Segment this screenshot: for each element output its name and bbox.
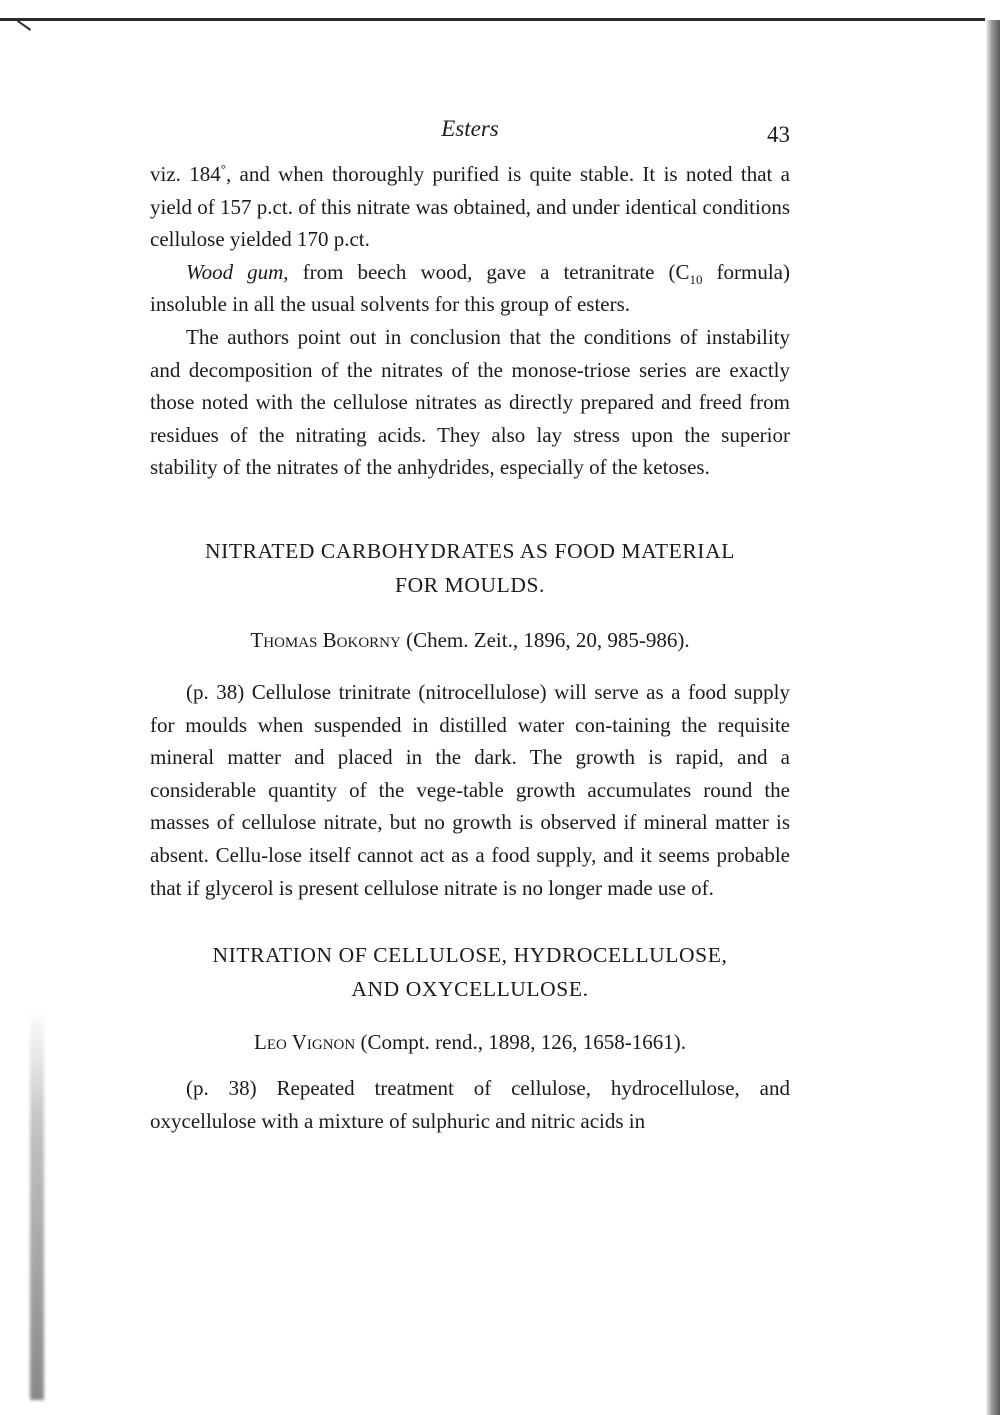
wood-gum-paragraph bbox=[150, 256, 790, 321]
section-heading-line: AND OXYCELLULOSE. bbox=[351, 977, 589, 1002]
conclusion-paragraph: The authors point out in conclusion that the conditions of instability and decomposition of the nitrates of the monose-triose series are exactly those noted with the cellulose nitrates as directly prepared and freed from residues of the nitrating acids. They also lay stress upon the superior stability of the nitrates of the anhydrides, especially of the ketoses. bbox=[150, 324, 790, 480]
nitration-body-paragraph: (p. 38) Repeated treatment of cellulose, hydrocellulose, and oxycellulose with a mixture of sulphuric and nitric acids in bbox=[150, 1076, 790, 1133]
running-title: Esters bbox=[441, 116, 499, 141]
author-name: Leo Vignon bbox=[254, 1030, 356, 1055]
byline-bokorny bbox=[150, 624, 790, 656]
section-heading-nitration bbox=[150, 938, 790, 1006]
continuation-text-start: viz. 184 bbox=[150, 162, 221, 186]
wood-gum-term: Wood gum, bbox=[186, 259, 289, 284]
scan-corner-mark bbox=[8, 20, 31, 44]
moulds-body-paragraph: (p. 38) Cellulose trinitrate (nitrocellulose) will serve as a food supply for moulds when suspended in distilled water con-taining the requisite mineral matter and placed in the dark. The growth is rapid, and a considerable quantity of the vege-table growth accumulates round the masses of cellulose nitrate, but no growth is observed if mineral matter is absent. Cellu-lose itself cannot act as a food supply, and it seems probable that if glycerol is present cellulose nitrate is no longer made use of. bbox=[150, 679, 790, 900]
degree-mark: ° bbox=[220, 161, 226, 176]
section-heading-line: NITRATION OF CELLULOSE, HYDROCELLULOSE, bbox=[212, 943, 728, 968]
book-page bbox=[150, 110, 790, 1137]
scan-right-edge bbox=[986, 20, 1000, 1415]
section-heading-moulds bbox=[150, 534, 790, 602]
scan-top-edge bbox=[0, 18, 985, 21]
scan-binding-shadow bbox=[30, 1010, 44, 1400]
section-heading-line: FOR MOULDS. bbox=[395, 572, 545, 597]
wood-gum-text-start: from beech wood, gave a tetranitrate (C bbox=[288, 259, 690, 284]
wood-gum-text-end: formula) insoluble in all the usual solvents for this group of esters. bbox=[150, 259, 790, 317]
byline-vignon bbox=[150, 1026, 790, 1058]
continuation-paragraph bbox=[150, 158, 790, 256]
running-head bbox=[150, 110, 790, 158]
author-name: Thomas Bokorny bbox=[250, 627, 401, 652]
citation: (Compt. rend., 1898, 126, 1658-1661). bbox=[355, 1030, 686, 1055]
formula-subscript: 10 bbox=[689, 271, 703, 287]
section-heading-line: NITRATED CARBOHYDRATES AS FOOD MATERIAL bbox=[205, 538, 735, 563]
page-number: 43 bbox=[767, 122, 790, 147]
citation: (Chem. Zeit., 1896, 20, 985-986). bbox=[400, 627, 690, 652]
continuation-text-end: , and when thoroughly purified is quite stable. It is noted that a yield of 157 p.ct. of this nitrate was obtained, and under identical conditions cellulose yielded 170 p.ct. bbox=[150, 162, 790, 252]
